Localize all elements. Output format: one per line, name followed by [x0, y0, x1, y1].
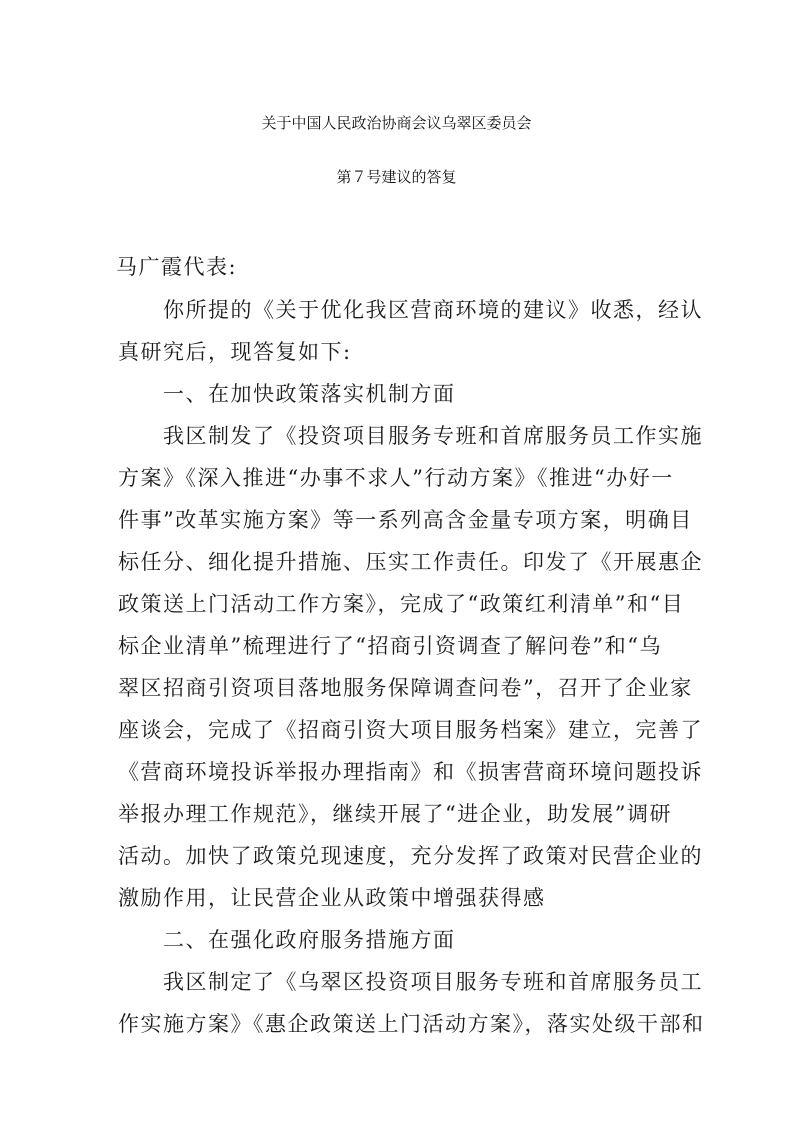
body-line: 标企业清单”梳理进行了“招商引资调查了解问卷”和“乌 [118, 634, 662, 658]
body-line: 标任分、细化提升措施、压实工作责任。印发了《开展惠企 [118, 550, 703, 574]
section-heading-1: 一、在加快政策落实机制方面 [163, 382, 456, 406]
body-line: 你所提的《关于优化我区营商环境的建议》收悉，经认 [163, 298, 703, 322]
body-line: 激励作用，让民营企业从政策中增强获得感 [118, 886, 546, 910]
body-line: 我区制定了《乌翠区投资项目服务专班和首席服务员工 [163, 970, 703, 994]
document-title-line-2: 第７号建议的答复 [336, 168, 457, 186]
body-line: 座谈会，完成了《招商引资大项目服务档案》建立，完善了 [118, 718, 703, 742]
section-heading-2: 二、在强化政府服务措施方面 [163, 928, 456, 952]
body-line: 举报办理工作规范》，继续开展了“进企业，助发展”调研 [118, 802, 672, 826]
body-line: 翠区招商引资项目落地服务保障调查问卷”，召开了企业家 [118, 676, 693, 700]
body-line: 我区制发了《投资项目服务专班和首席服务员工作实施 [163, 424, 703, 448]
salutation: 马广霞代表: [116, 255, 238, 279]
body-line: 《营商环境投诉举报办理指南》和《损害营商环境问题投诉 [118, 760, 703, 784]
body-line: 活动。加快了政策兑现速度，充分发挥了政策对民营企业的 [118, 844, 703, 868]
document-title-line-1: 关于中国人民政治协商会议乌翠区委员会 [261, 114, 532, 132]
body-line: 真研究后，现答复如下: [118, 340, 352, 364]
body-line: 方案》《深入推进“办事不求人”行动方案》《推进“办好一 [118, 466, 674, 490]
body-line: 政策送上门活动工作方案》，完成了“政策红利清单”和“目 [118, 592, 685, 616]
body-line: 件事”改革实施方案》等一系列高含金量专项方案，明确目 [118, 508, 693, 532]
body-line: 作实施方案》《惠企政策送上门活动方案》，落实处级干部和 [118, 1012, 705, 1036]
